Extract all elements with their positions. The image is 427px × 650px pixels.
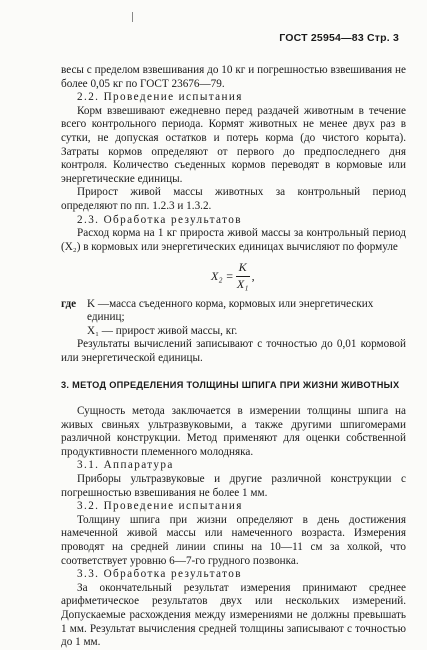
paragraph-feeding: Корм взвешивают ежедневно перед раздачей животным в течение всего контрольного периода. Кормят животных не менее двух раз в сутки, не допуская остатков и потерь корма (до чистого корыта). Затраты кормов определяют от первого до предпоследнего дня контроля. Количество съеденных кормов переводят в кормовые или энергетические единицы. [61,104,406,185]
paragraph-final-result: За окончательный результат измерения принимают среднее арифметическое результатов двух или нескольких измерений. Допускаемые расхождения между измерениями не должны превышать 1 мм. Результат вычисления средней толщины записывают с точностью до 1 мм. [61,581,406,649]
paragraph-weight-gain: Прирост живой массы животных за контрольный период определяют по пп. 1.2.3 и 1.3.2. [61,186,406,212]
paragraph-method-essence: Сущность метода заключается в измерении толщины шпига на живых свиньях ультразвуковыми, а также другими шпигомерами различной конструкции. Метод применяют для оценки собственной продуктивности племенного молодняка. [61,405,406,458]
where-k [61,298,406,325]
paragraph-measurement: Толщину шпига при жизни определяют в день достижения намеченной живой массы или намеченного возраста. Измерения проводят на средней линии спины на 10—11 см за холкой, что соответствует уровню 6—7-го грудного позвонка. [61,513,406,567]
formula-denominator: X₁ [236,276,249,291]
scan-mark [132,12,133,22]
paragraph-feed-consumption: Расход корма на 1 кг прироста живой массы за контрольный период (X₂) в кормовых или энергетических единицах вычисляют по формуле [61,227,406,253]
heading-3-1: 3.1. Аппаратура [77,459,174,472]
where-x1-text: X₁ — прирост живой массы, кг. [87,324,238,337]
paragraph-scales: весы с пределом взвешивания до 10 кг и погрешностью взвешивания не более 0,05 кг по ГОСТ 23676—79. [61,64,406,90]
heading-3-3: 3.3. Обработка результатов [77,568,242,581]
where-k-text: K —масса съеденного корма, кормовых или энергетических единиц; [87,297,374,324]
formula-end: , [251,268,255,283]
paragraph-devices: Приборы ультразвуковые и другие различной конструкции с погрешностью взвешивания не более 1 мм. [61,473,406,499]
heading-2-3: 2.3. Обработка результатов [77,213,242,226]
formula-fraction [236,261,250,291]
section-3-title: 3. МЕТОД ОПРЕДЕЛЕНИЯ ТОЛЩИНЫ ШПИГА ПРИ ЖИЗНИ ЖИВОТНЫХ [61,380,400,391]
where-word: где [61,297,77,310]
heading-3-2: 3.2. Проведение испытания [77,500,243,513]
paragraph-results-precision: Результаты вычислений записывают с точностью до 0,01 кормовой или энергетической единицы. [61,338,406,364]
page-content [61,64,406,650]
heading-2-2: 2.2. Проведение испытания [77,91,243,104]
where-x1 [61,325,406,339]
formula-lhs: X₂ = [211,268,234,283]
formula-numerator: K [236,261,250,277]
page-header: ГОСТ 25954—83 Стр. 3 [279,32,399,44]
formula [211,261,406,291]
